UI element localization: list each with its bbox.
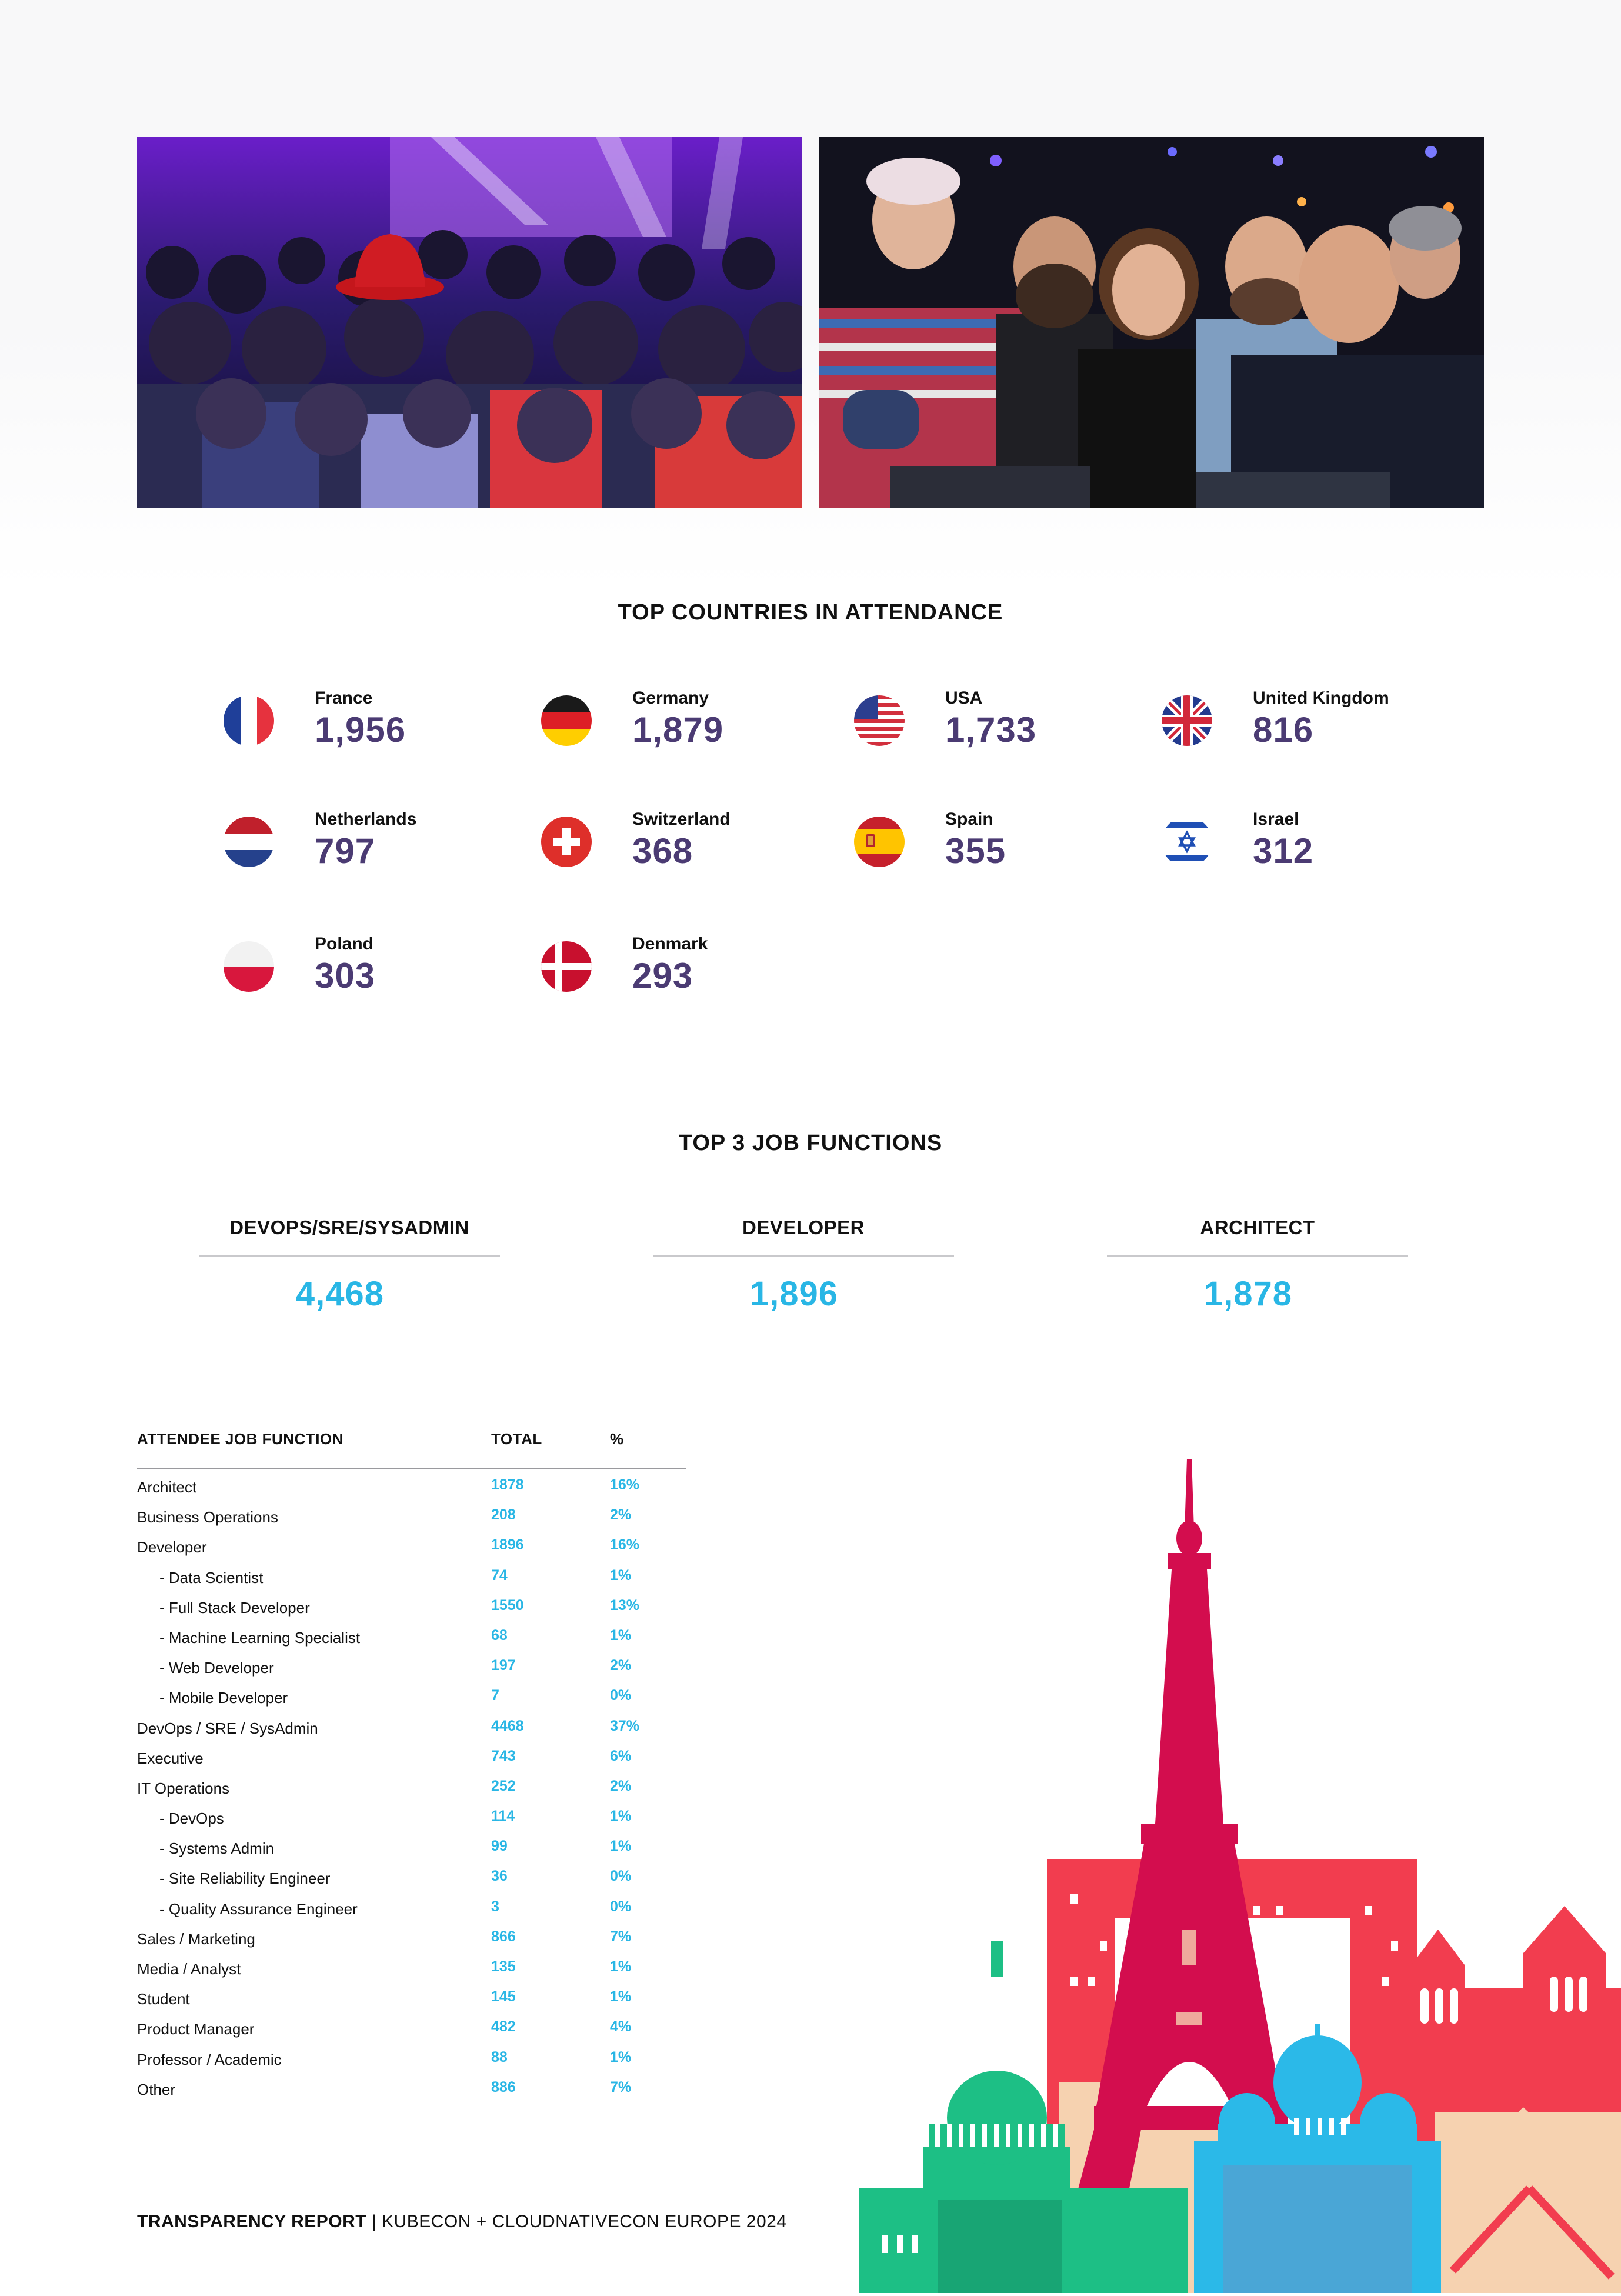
spain-flag-icon [854,817,905,867]
table-row [137,1745,686,1775]
table-body [137,1474,686,2106]
country-count: 1,733 [945,710,1037,749]
country-netherlands [224,809,529,874]
country-name: Poland [315,934,374,954]
job-function-total: 197 [491,1657,516,1674]
footer-event-name: KUBECON + CLOUDNATIVECON EUROPE 2024 [382,2212,787,2231]
job-function-label: Student [137,1990,190,2008]
job-function-percent: 2% [610,1657,632,1674]
job-function-total: 114 [491,1808,515,1825]
job-function-percent: 1% [610,2048,632,2065]
job-function-total: 7 [491,1687,499,1704]
table-row [137,1474,686,1504]
table-row [137,1534,686,1564]
table-row [137,1594,686,1624]
country-united-kingdom [1162,688,1467,753]
netherlands-flag-icon [224,817,274,867]
job-function-percent: 6% [610,1747,632,1764]
job-function-percent: 1% [610,1958,632,1975]
table-row [137,1955,686,1985]
country-name: Spain [945,809,993,829]
job-function-percent: 0% [610,1687,632,1704]
job-card-value: 1,878 [1203,1275,1293,1313]
job-function-total: 99 [491,1838,508,1855]
switzerland-flag-icon [541,817,592,867]
job-function-label: Business Operations [137,1508,278,1527]
country-name: Denmark [632,934,708,954]
table-row [137,1895,686,1925]
table-row [137,1564,686,1594]
job-function-total: 4468 [491,1717,524,1734]
job-function-label: Media / Analyst [137,1960,241,1978]
job-function-percent: 1% [610,1567,632,1584]
table-row [137,2076,686,2106]
table-row [137,1985,686,2015]
header-total: TOTAL [491,1430,542,1448]
header-divider [137,1468,686,1469]
table-row [137,1775,686,1805]
footer-report-title: TRANSPARENCY REPORT [137,2212,367,2231]
table-row [137,1624,686,1654]
country-count: 797 [315,831,376,871]
country-france [224,688,529,753]
country-switzerland [541,809,847,874]
table-row [137,2046,686,2076]
job-function-label: - Machine Learning Specialist [159,1628,361,1647]
country-count: 303 [315,956,376,995]
job-card-label: DEVOPS/SRE/SYSADMIN [229,1217,469,1238]
country-name: USA [945,688,983,708]
country-count: 1,879 [632,710,724,749]
job-function-percent: 1% [610,1838,632,1855]
job-function-percent: 13% [610,1597,640,1614]
job-function-percent: 2% [610,1777,632,1794]
job-function-label: DevOps / SRE / SysAdmin [137,1719,318,1737]
table-row [137,1805,686,1835]
country-usa [854,688,1160,753]
job-function-percent: 16% [610,1477,640,1493]
country-name: Switzerland [632,809,731,829]
job-function-percent: 1% [610,1808,632,1825]
job-function-percent: 2% [610,1507,632,1524]
israel-flag-icon [1162,817,1212,867]
job-functions-section-title: TOP 3 JOB FUNCTIONS [678,1131,943,1155]
denmark-flag-icon [541,941,592,992]
footer-separator: | [366,2212,382,2231]
country-count: 368 [632,831,693,871]
job-card-label: ARCHITECT [1200,1217,1315,1238]
job-card-architect [1107,1217,1408,1317]
job-function-label: Developer [137,1538,207,1557]
job-function-total: 88 [491,2048,508,2065]
country-israel [1162,809,1467,874]
country-germany [541,688,847,753]
job-card-divider [1107,1255,1408,1257]
country-name: Israel [1253,809,1299,829]
table-row [137,1715,686,1745]
job-function-total: 74 [491,1567,508,1584]
job-function-label: Product Manager [137,2020,255,2038]
job-function-percent: 1% [610,1627,632,1644]
uk-flag-icon [1162,695,1212,746]
audience-photo-left [137,137,802,508]
country-name: United Kingdom [1253,688,1389,708]
header-percent: % [610,1430,624,1448]
country-spain [854,809,1160,874]
poland-flag-icon [224,941,274,992]
job-function-label: - Web Developer [159,1659,274,1677]
table-row [137,1504,686,1534]
table-row [137,1865,686,1895]
country-name: Netherlands [315,809,417,829]
job-card-devops [199,1217,500,1317]
job-function-total: 482 [491,2018,516,2035]
country-poland [224,934,529,999]
header-function: ATTENDEE JOB FUNCTION [137,1430,343,1448]
job-function-label: - Quality Assurance Engineer [159,1900,358,1918]
country-count: 1,956 [315,710,406,749]
france-flag-icon [224,695,274,746]
job-function-total: 135 [491,1958,516,1975]
country-name: France [315,688,373,708]
audience-photo-right [819,137,1484,508]
job-function-total: 145 [491,1988,516,2005]
job-function-total: 36 [491,1868,508,1885]
country-count: 293 [632,956,693,995]
germany-flag-icon [541,695,592,746]
table-header [137,1427,690,1468]
job-function-total: 68 [491,1627,508,1644]
job-function-label: Professor / Academic [137,2050,282,2068]
job-card-value: 1,896 [749,1275,839,1313]
usa-flag-icon [854,695,905,746]
table-row [137,1835,686,1865]
table-row [137,1925,686,1955]
job-function-label: Other [137,2080,176,2098]
country-name: Germany [632,688,709,708]
job-function-total: 743 [491,1747,516,1764]
table-row [137,1654,686,1684]
job-function-total: 3 [491,1898,499,1915]
job-function-total: 1896 [491,1537,524,1554]
job-card-divider [199,1255,500,1257]
job-function-label: Architect [137,1478,197,1496]
job-card-divider [653,1255,954,1257]
job-function-percent: 1% [610,1988,632,2005]
job-function-label: - Full Stack Developer [159,1598,310,1617]
countries-section-title: TOP COUNTRIES IN ATTENDANCE [618,600,1003,625]
table-row [137,2015,686,2045]
job-function-total: 866 [491,1928,516,1945]
footer [137,2212,787,2232]
country-count: 816 [1253,710,1314,749]
job-card-value: 4,468 [295,1275,385,1313]
job-function-label: - Systems Admin [159,1840,275,1858]
job-function-label: - Data Scientist [159,1568,264,1587]
job-function-label: - Site Reliability Engineer [159,1870,331,1888]
job-card-developer [653,1217,954,1317]
job-function-label: Executive [137,1749,204,1767]
country-denmark [541,934,847,999]
job-function-total: 252 [491,1777,516,1794]
job-function-percent: 7% [610,2078,632,2095]
job-function-percent: 4% [610,2018,632,2035]
job-card-label: DEVELOPER [742,1217,865,1238]
job-function-percent: 0% [610,1868,632,1885]
job-function-percent: 16% [610,1537,640,1554]
country-count: 355 [945,831,1006,871]
job-function-table [137,1427,690,2098]
job-function-total: 1878 [491,1477,524,1493]
table-row [137,1684,686,1714]
job-function-label: IT Operations [137,1779,230,1797]
job-function-percent: 7% [610,1928,632,1945]
job-function-percent: 37% [610,1717,640,1734]
job-function-label: - DevOps [159,1810,224,1828]
paris-skyline-illustration [847,1459,1621,2293]
job-function-total: 886 [491,2078,516,2095]
job-function-total: 208 [491,1507,516,1524]
country-count: 312 [1253,831,1314,871]
job-function-total: 1550 [491,1597,524,1614]
job-function-label: - Mobile Developer [159,1689,288,1707]
job-function-percent: 0% [610,1898,632,1915]
job-function-label: Sales / Marketing [137,1930,255,1948]
